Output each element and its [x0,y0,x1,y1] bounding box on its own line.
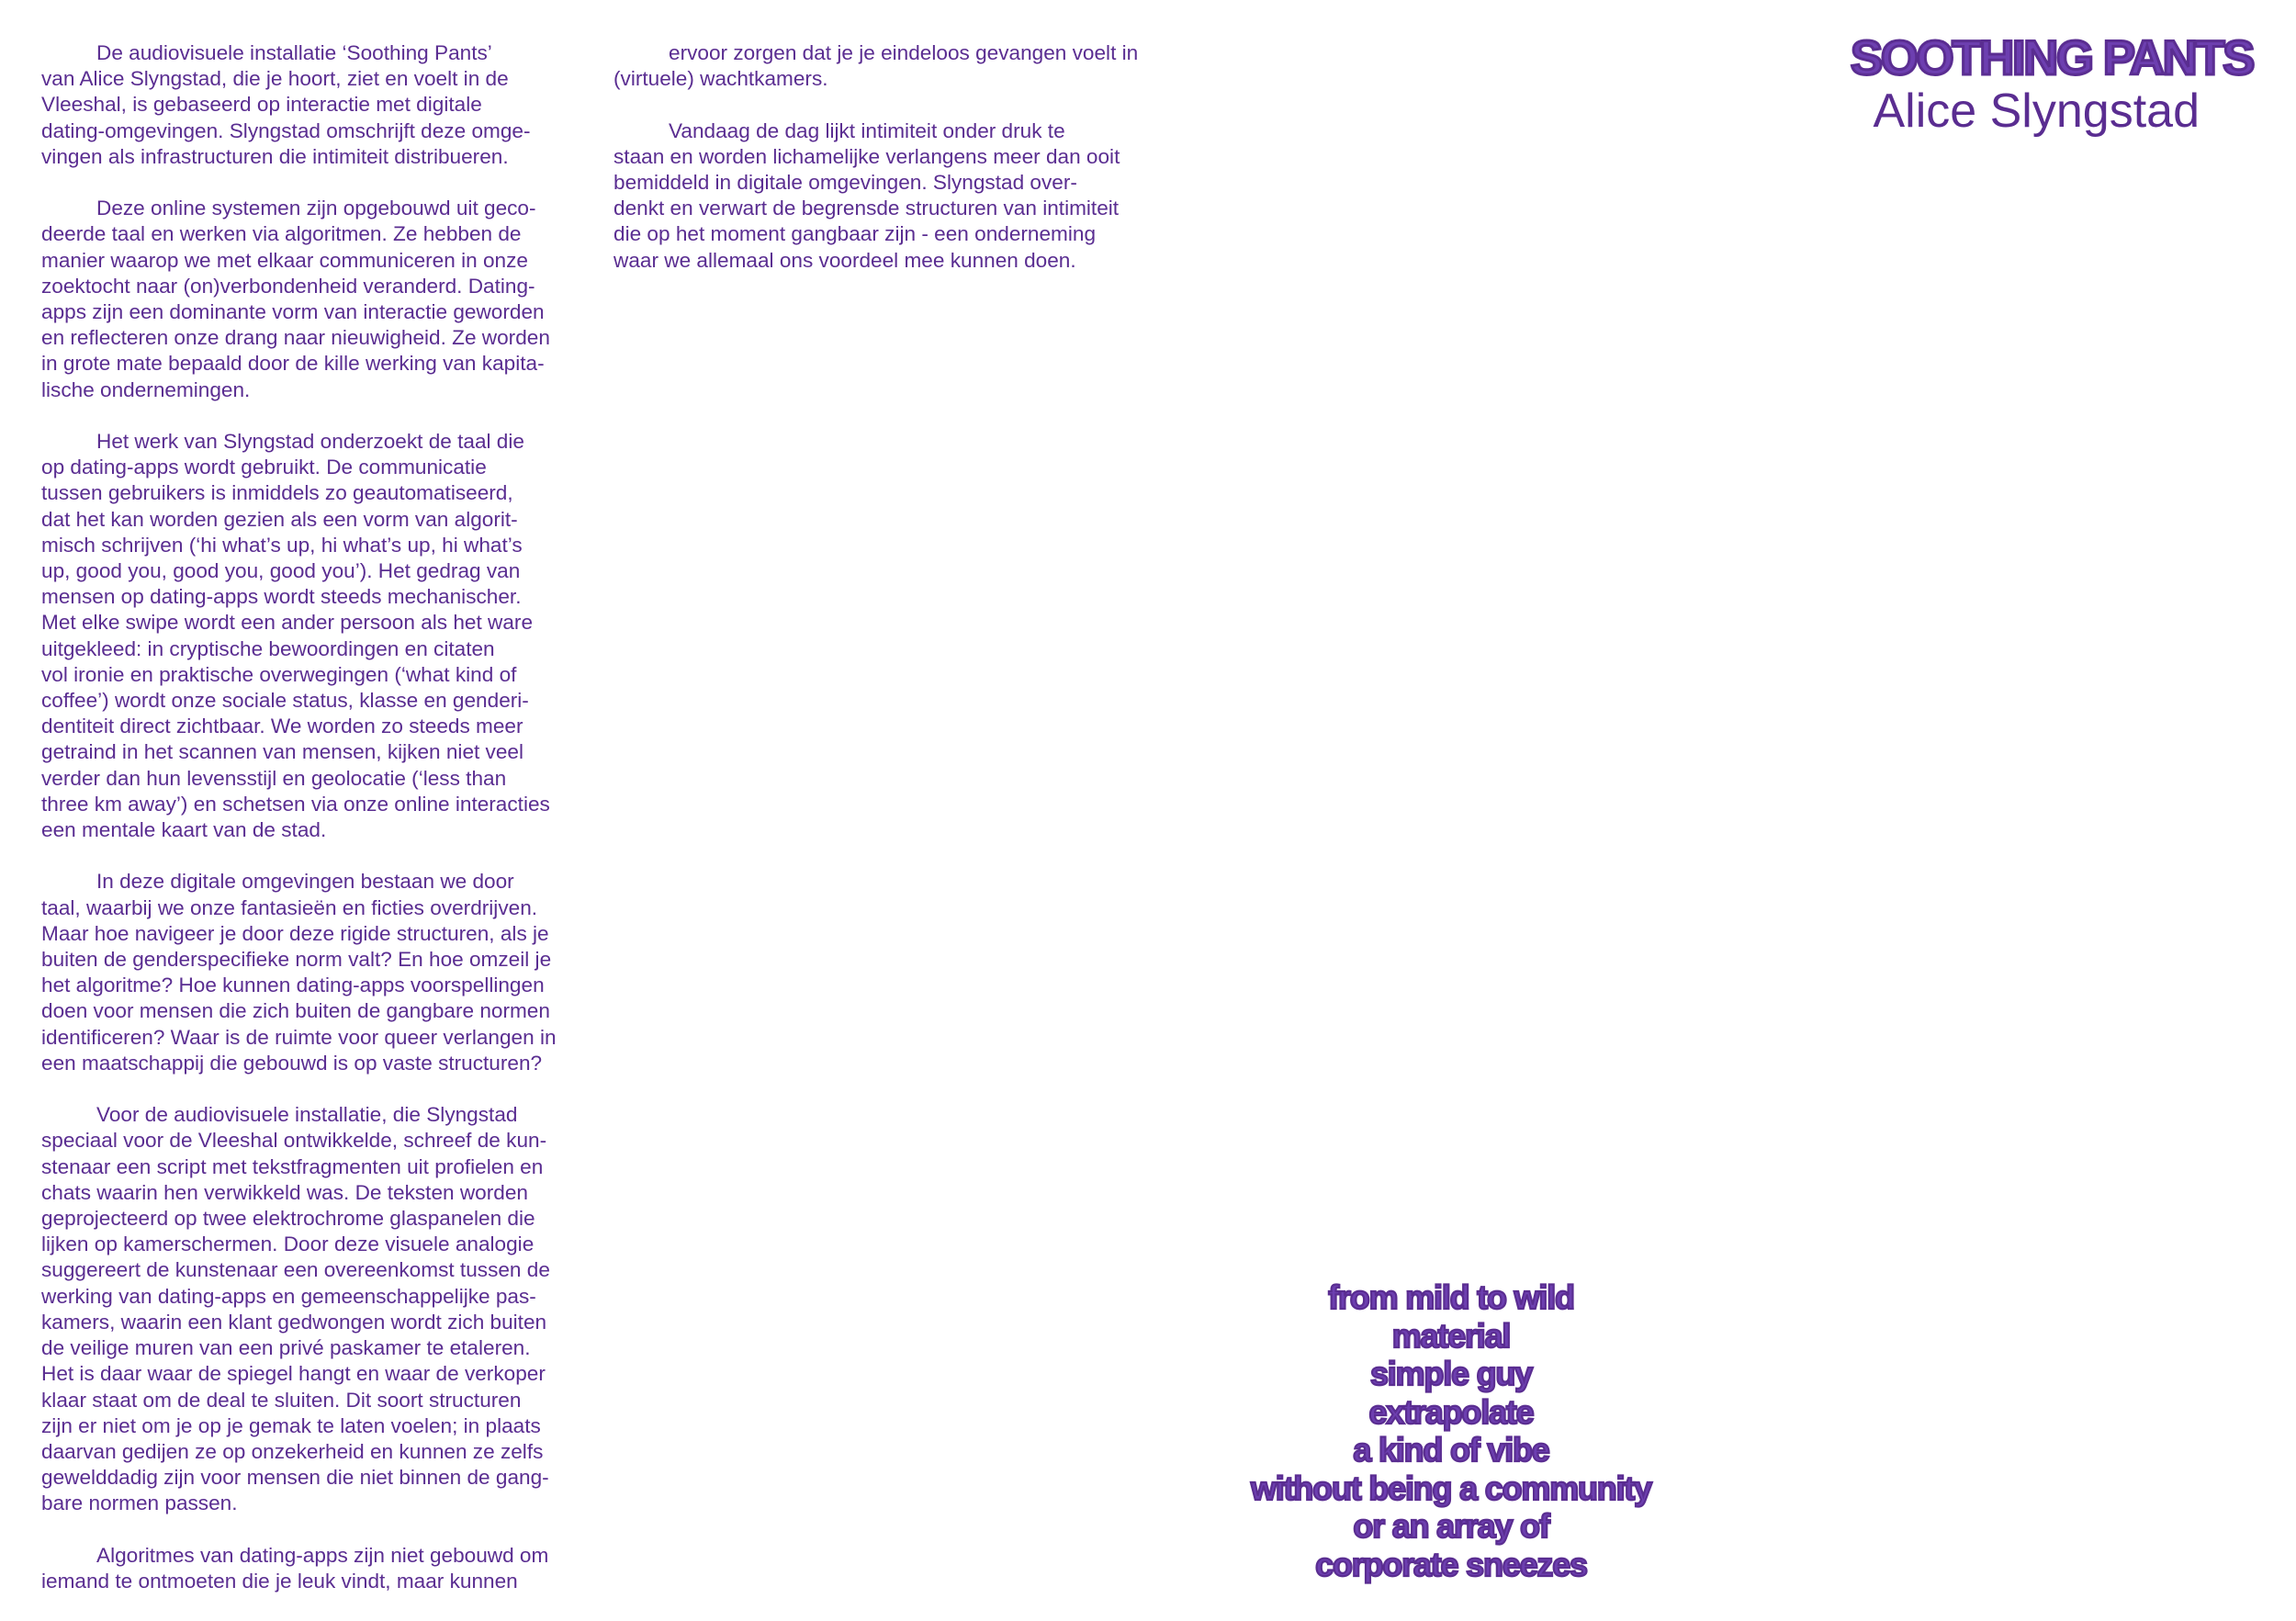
poem-line: extrapolate [1368,1392,1534,1431]
text-line: misch schrijven (‘hi what’s up, hi what’s up, hi what’s [41,533,523,557]
poem-line: or an array of [1353,1507,1549,1545]
text-line: three km away’) en schetsen via onze online interacties [41,792,550,816]
text-line: buiten de genderspecifieke norm valt? En hoe omzeil je [41,948,552,972]
text-line: up, good you, good you, good you’). Het gedrag van [41,559,521,583]
text-line: dating-omgevingen. Slyngstad omschrijft deze omge- [41,118,531,142]
text-line: zoektocht naar (on)verbondenheid veranderd. Dating- [41,274,535,298]
text-line: een mentale kaart van de stad. [41,818,327,842]
text-line: Voor de audiovisuele installatie, die Slyngstad [96,1103,518,1127]
text-line: van Alice Slyngstad, die je hoort, ziet en voelt in de [41,67,509,91]
text-line: speciaal voor de Vleeshal ontwikkelde, schreef de kun- [41,1129,547,1153]
text-line: zijn er niet om je op je gemak te laten voelen; in plaats [41,1413,541,1437]
poem [1130,1278,1773,1583]
poem-line: material [1391,1316,1511,1355]
text-line: waar we allemaal ons voordeel mee kunnen doen. [613,248,1076,272]
text-line: Maar hoe navigeer je door deze rigide structuren, als je [41,921,549,945]
text-line: deerde taal en werken via algoritmen. Ze hebben de [41,222,522,246]
paragraph [613,40,1165,92]
text-line: uitgekleed: in cryptische bewoordingen en citaten [41,636,495,660]
text-line: en reflecteren onze drang naar nieuwigheid. Ze worden [41,326,550,350]
text-line: die op het moment gangbaar zijn - een onderneming [613,222,1097,246]
text-line: dat het kan worden gezien als een vorm van algorit- [41,507,518,531]
text-line: apps zijn een dominante vorm van interactie geworden [41,300,545,324]
text-line: De audiovisuele installatie ‘Soothing Pants’ [96,41,492,64]
text-line: identificeren? Waar is de ruimte voor queer verlangen in [41,1025,557,1049]
text-line: daarvan gedijen ze op onzekerheid en kunnen ze zelfs [41,1439,544,1463]
text-line: het algoritme? Hoe kunnen dating-apps voorspellingen [41,974,545,997]
poem-line: from mild to wild [1328,1278,1574,1316]
paragraph [41,196,592,403]
poem-line: a kind of vibe [1353,1431,1549,1469]
text-line: Vleeshal, is gebaseerd op interactie met digitale [41,93,482,117]
text-line: (virtuele) wachtkamers. [613,67,828,91]
text-line: op dating-apps wordt gebruikt. De communicatie [41,456,487,479]
text-line: vol ironie en praktische overwegingen (‘what kind of [41,662,517,686]
exhibition-title: SOOTHING PANTS [1850,31,2253,85]
text-line: vingen als infrastructuren die intimiteit distribueren. [41,144,509,168]
text-line: iemand te ontmoeten die je leuk vindt, maar kunnen [41,1569,518,1593]
text-line: kamers, waarin een klant gedwongen wordt zich buiten [41,1310,547,1334]
text-line: tussen gebruikers is inmiddels zo geautomatiseerd, [41,481,513,505]
text-line: stenaar een script met tekstfragmenten uit profielen en [41,1154,544,1178]
text-line: verder dan hun levensstijl en geolocatie (‘less than [41,766,507,790]
text-line: staan en worden lichamelijke verlangens meer dan ooit [613,144,1120,168]
text-line: chats waarin hen verwikkeld was. De teksten worden [41,1180,528,1204]
text-line: Deze online systemen zijn opgebouwd uit geco- [96,197,536,220]
paragraph [41,429,592,843]
paragraph [41,40,592,170]
text-line: lische ondernemingen. [41,377,251,401]
text-line: Het is daar waar de spiegel hangt en waar de verkoper [41,1362,546,1386]
text-line: suggereert de kunstenaar een overeenkomst tussen de [41,1258,550,1282]
title-block [1851,33,2257,138]
poem-line: simple guy [1369,1355,1533,1392]
artist-name: Alice Slyngstad [1873,84,2200,138]
paragraph [41,1102,592,1516]
text-line: ervoor zorgen dat je je eindeloos gevangen voelt in [669,41,1139,64]
text-line: lijken op kamerschermen. Door deze visuele analogie [41,1233,535,1256]
text-line: de veilige muren van een privé paskamer te etaleren. [41,1336,531,1360]
text-line: In deze digitale omgevingen bestaan we door [96,870,514,894]
text-line: Met elke swipe wordt een ander persoon als het ware [41,611,534,635]
text-line: manier waarop we met elkaar communiceren in onze [41,248,528,272]
poem-line: without being a community [1251,1469,1651,1507]
text-line: coffee’) wordt onze sociale status, klasse en genderi- [41,689,529,713]
text-line: een maatschappij die gebouwd is op vaste structuren? [41,1051,543,1075]
text-column-left [41,40,592,1620]
text-line: getraind in het scannen van mensen, kijken niet veel [41,740,524,764]
paragraph [41,1543,592,1594]
text-line: bemiddeld in digitale omgevingen. Slyngstad over- [613,171,1077,194]
text-line: Het werk van Slyngstad onderzoekt de taal die [96,430,524,454]
text-line: taal, waarbij we onze fantasieën en ficties overdrijven. [41,895,538,919]
text-column-middle [613,40,1165,299]
text-line: gewelddadig zijn voor mensen die niet binnen de gang- [41,1466,549,1490]
text-line: denkt en verwart de begrensde structuren van intimiteit [613,197,1120,220]
text-line: in grote mate bepaald door de kille werking van kapita- [41,352,545,376]
text-line: geprojecteerd op twee elektrochrome glaspanelen die [41,1207,535,1231]
text-line: dentiteit direct zichtbaar. We worden zo steeds meer [41,715,523,738]
text-line: Vandaag de dag lijkt intimiteit onder druk te [669,118,1065,142]
text-line: bare normen passen. [41,1492,238,1515]
text-line: doen voor mensen die zich buiten de gangbare normen [41,999,550,1023]
text-line: mensen op dating-apps wordt steeds mechanischer. [41,585,522,609]
poem-line: corporate sneezes [1315,1545,1587,1583]
paragraph [41,869,592,1076]
text-line: werking van dating-apps en gemeenschappelijke pas- [41,1284,536,1308]
text-line: Algoritmes van dating-apps zijn niet gebouwd om [96,1543,549,1567]
text-line: klaar staat om de deal te sluiten. Dit soort structuren [41,1388,522,1412]
paragraph [613,118,1165,274]
